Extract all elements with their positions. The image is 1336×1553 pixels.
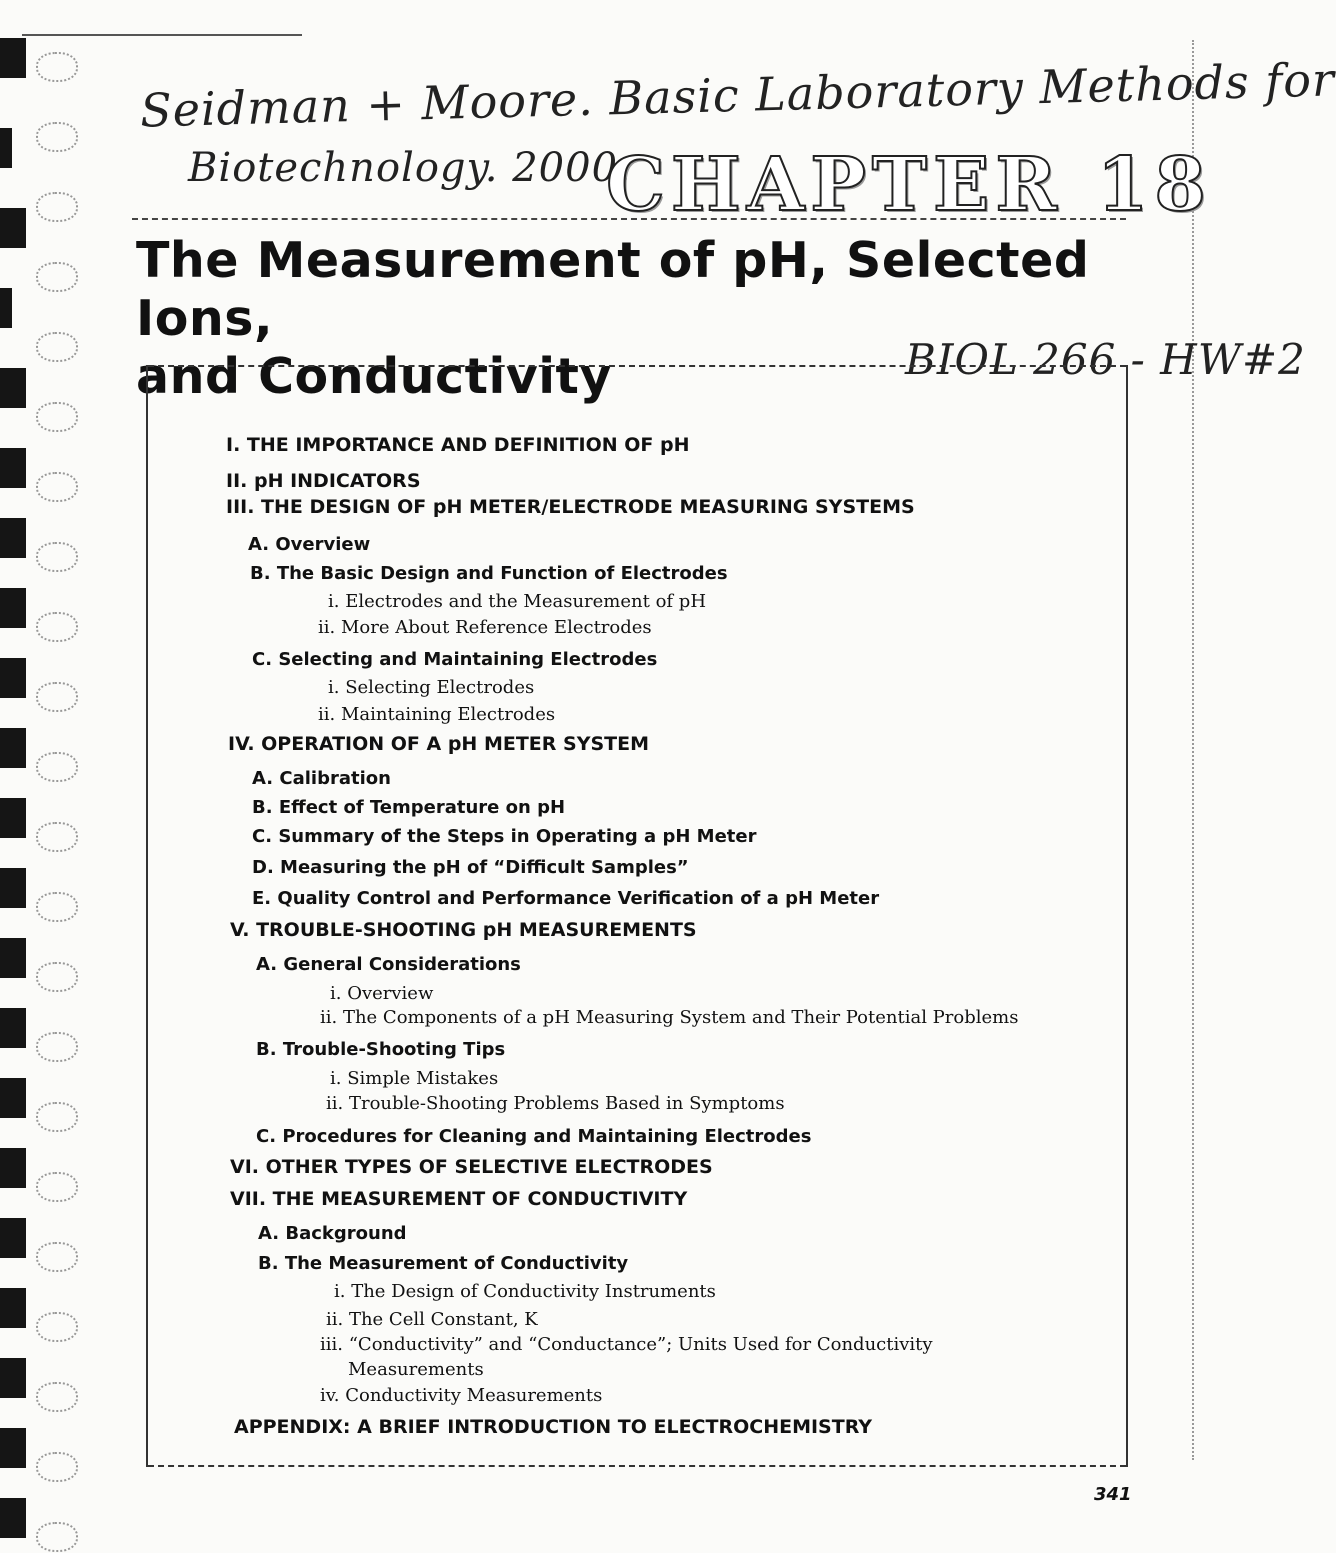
toc-entry: Measurements — [348, 1359, 484, 1380]
toc-entry: VI. OTHER TYPES OF SELECTIVE ELECTRODES — [230, 1156, 713, 1178]
toc-entry: A. General Considerations — [256, 954, 521, 975]
toc-entry: ii. The Cell Constant, K — [326, 1309, 538, 1330]
handwritten-citation-line2: Biotechnology. 2000. — [188, 145, 632, 191]
title-line1: The Measurement of pH, Selected Ions, — [136, 232, 1090, 347]
toc-entry: i. Electrodes and the Measurement of pH — [328, 591, 707, 612]
toc-entry: i. Selecting Electrodes — [328, 677, 535, 698]
toc-entry: iii. “Conductivity” and “Conductance”; Units Used for Conductivity — [320, 1334, 933, 1355]
toc-entry: A. Overview — [248, 534, 371, 555]
toc-entry: I. THE IMPORTANCE AND DEFINITION OF pH — [226, 434, 690, 456]
title-line2: and Conductivity — [136, 348, 612, 405]
handwritten-citation-line1: Seidman + Moore. Basic Laboratory Methods for — [139, 52, 1336, 138]
toc-entry: B. The Measurement of Conductivity — [258, 1253, 629, 1274]
toc-entry: A. Background — [258, 1223, 407, 1244]
chapter-label: CHAPTER — [606, 142, 1063, 228]
toc-entry: E. Quality Control and Performance Verification of a pH Meter — [252, 888, 880, 909]
toc-entry: B. Effect of Temperature on pH — [252, 797, 566, 818]
handwritten-course-note: BIOL 266 - HW#2 — [905, 335, 1306, 384]
toc-entry: C. Selecting and Maintaining Electrodes — [252, 649, 658, 670]
toc-entry: iv. Conductivity Measurements — [320, 1385, 603, 1406]
toc-entry: ii. Trouble-Shooting Problems Based in Symptoms — [326, 1093, 785, 1114]
chapter-number: 18 — [1096, 142, 1212, 228]
toc-entry: ii. Maintaining Electrodes — [318, 704, 556, 725]
toc-entry: ii. The Components of a pH Measuring System and Their Potential Problems — [320, 1007, 1019, 1028]
toc-entry: ii. More About Reference Electrodes — [318, 617, 652, 638]
toc-entry: B. The Basic Design and Function of Electrodes — [250, 563, 728, 584]
toc-entry: IV. OPERATION OF A pH METER SYSTEM — [228, 733, 649, 755]
toc-entry: APPENDIX: A BRIEF INTRODUCTION TO ELECTROCHEMISTRY — [234, 1416, 873, 1438]
toc-entry: i. The Design of Conductivity Instruments — [334, 1281, 716, 1302]
toc-entry: II. pH INDICATORS — [226, 470, 421, 492]
toc-entry: C. Procedures for Cleaning and Maintaining Electrodes — [256, 1126, 812, 1147]
toc-entry: VII. THE MEASUREMENT OF CONDUCTIVITY — [230, 1188, 688, 1210]
page-number: 341 — [1094, 1484, 1132, 1505]
toc-entry: III. THE DESIGN OF pH METER/ELECTRODE MEASURING SYSTEMS — [226, 496, 915, 518]
toc-entry: i. Simple Mistakes — [330, 1068, 499, 1089]
toc-entry: i. Overview — [330, 983, 434, 1004]
toc-entry: D. Measuring the pH of “Difficult Samples” — [252, 857, 689, 878]
toc-entry: B. Trouble-Shooting Tips — [256, 1039, 506, 1060]
toc-entry: C. Summary of the Steps in Operating a pH Meter — [252, 826, 757, 847]
toc-entry: V. TROUBLE-SHOOTING pH MEASUREMENTS — [230, 919, 697, 941]
toc-entry: A. Calibration — [252, 768, 391, 789]
